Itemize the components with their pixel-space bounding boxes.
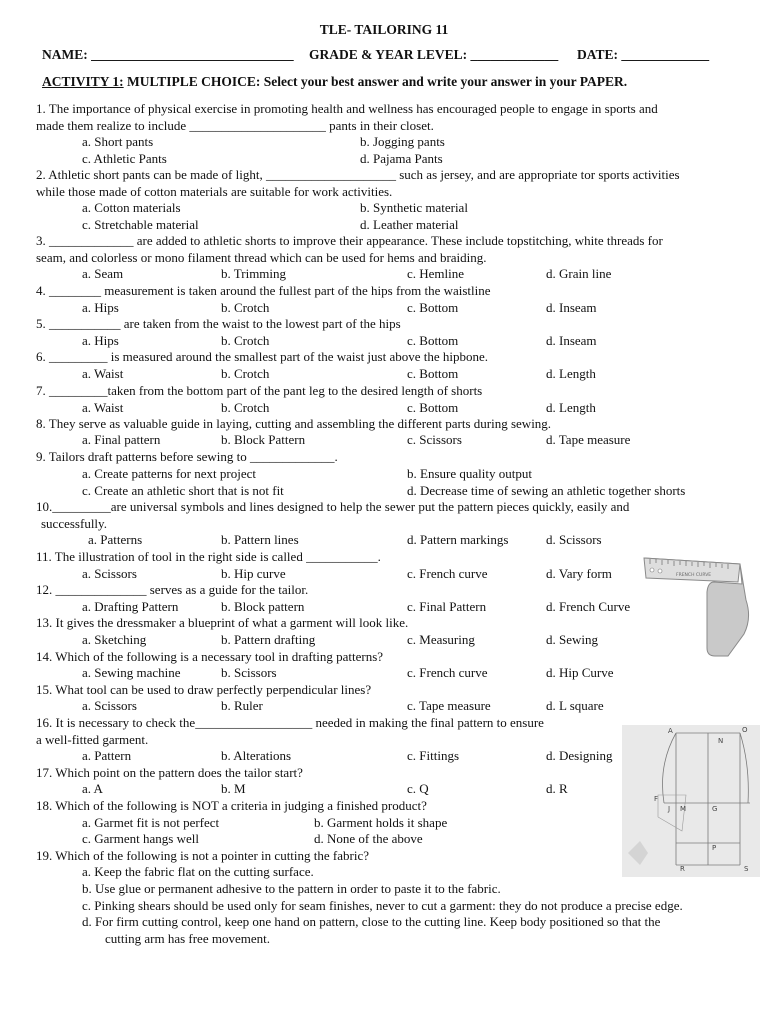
draft-label: M bbox=[680, 805, 687, 813]
answer-choice: d. Decrease time of sewing an athletic together shorts bbox=[407, 483, 686, 498]
question-stem: 8. They serve as valuable guide in laying, cutting and assembling the different parts during sewing. bbox=[36, 416, 552, 431]
question-stem: seam, and colorless or mono filament thread which can be used for hems and braiding. bbox=[36, 250, 487, 265]
pattern-draft-icon bbox=[622, 725, 760, 877]
answer-choice: b. Block Pattern bbox=[221, 432, 306, 447]
question-stem: 3. _____________ are added to athletic shorts to improve their appearance. These include topstitching, white threads for bbox=[36, 233, 663, 248]
answer-choice: d. L square bbox=[546, 698, 604, 713]
answer-choice: b. Jogging pants bbox=[360, 134, 445, 149]
answer-choice: c. Pinking shears should be used only for seam finishes, never to cut a garment: they do not produce a precise edge. bbox=[82, 898, 683, 913]
answer-choice: b. Crotch bbox=[221, 333, 270, 348]
answer-choice: b. Crotch bbox=[221, 400, 270, 415]
answer-choice: a. A bbox=[82, 781, 103, 796]
question-stem: 14. Which of the following is a necessary tool in drafting patterns? bbox=[36, 649, 384, 664]
answer-choice: a. Drafting Pattern bbox=[82, 599, 179, 614]
answer-choice: a. Scissors bbox=[82, 566, 137, 581]
question-stem: 7. _________taken from the bottom part of the pant leg to the desired length of shorts bbox=[36, 383, 483, 398]
answer-choice: d. Inseam bbox=[546, 300, 597, 315]
hip-curve-icon bbox=[640, 548, 752, 660]
answer-choice: d. Inseam bbox=[546, 333, 597, 348]
answer-choice: d. Grain line bbox=[546, 266, 612, 281]
question-stem: while those made of cotton materials are suitable for work activities. bbox=[36, 184, 393, 199]
draft-label: G bbox=[712, 805, 718, 813]
draft-label: N bbox=[718, 737, 724, 745]
answer-choice: c. Bottom bbox=[407, 300, 459, 315]
answer-choice: b. Pattern drafting bbox=[221, 632, 316, 647]
answer-choice: d. Vary form bbox=[546, 566, 612, 581]
answer-choice: c. Stretchable material bbox=[82, 217, 199, 232]
page-title: TLE- TAILORING 11 bbox=[319, 22, 449, 37]
question-stem: 2. Athletic short pants can be made of light, ____________________ such as jersey, and are appropriate tor sports activities bbox=[36, 167, 680, 182]
question-stem: 4. ________ measurement is taken around the fullest part of the hips from the waistline bbox=[36, 283, 491, 298]
answer-choice: c. Q bbox=[407, 781, 429, 796]
answer-choice: d. Designing bbox=[546, 748, 613, 763]
question-stem: 1. The importance of physical exercise in promoting health and wellness has encouraged people to engage in sports and bbox=[36, 101, 658, 116]
answer-choice: b. M bbox=[221, 781, 246, 796]
answer-choice: c. French curve bbox=[407, 665, 488, 680]
answer-choice: b. Scissors bbox=[221, 665, 277, 680]
question-stem: 19. Which of the following is not a pointer in cutting the fabric? bbox=[36, 848, 369, 863]
draft-label: S bbox=[744, 865, 749, 873]
answer-choice: b. Trimming bbox=[221, 266, 287, 281]
answer-choice: d. Pattern markings bbox=[407, 532, 509, 547]
answer-choice: a. Sketching bbox=[82, 632, 147, 647]
answer-choice: b. Hip curve bbox=[221, 566, 286, 581]
answer-choice: c. Create an athletic short that is not fit bbox=[82, 483, 284, 498]
answer-choice: d. For firm cutting control, keep one hand on pattern, close to the cutting line. Keep body positioned so that the bbox=[82, 914, 661, 929]
answer-choice: d. Scissors bbox=[546, 532, 602, 547]
answer-choice: c. Bottom bbox=[407, 366, 459, 381]
question-stem: 5. ___________ are taken from the waist to the lowest part of the hips bbox=[36, 316, 401, 331]
answer-choice: a. Garmet fit is not perfect bbox=[82, 815, 220, 830]
answer-choice: a. Hips bbox=[82, 300, 119, 315]
answer-choice: a. Cotton materials bbox=[82, 200, 181, 215]
draft-label: P bbox=[712, 844, 717, 852]
answer-choice: a. Create patterns for next project bbox=[82, 466, 256, 481]
answer-choice: a. Patterns bbox=[88, 532, 143, 547]
answer-choice: a. Waist bbox=[82, 400, 124, 415]
question-stem: 6. _________ is measured around the smallest part of the waist just above the hipbone. bbox=[36, 349, 489, 364]
answer-choice: b. Alterations bbox=[221, 748, 292, 763]
question-stem: 13. It gives the dressmaker a blueprint of what a garment will look like. bbox=[36, 615, 409, 630]
answer-choice: c. French curve bbox=[407, 566, 488, 581]
draft-label: J bbox=[668, 805, 671, 813]
activity-text: MULTIPLE CHOICE: Select your best answer and write your answer in your PAPER. bbox=[123, 74, 628, 89]
answer-choice: c. Final Pattern bbox=[407, 599, 487, 614]
answer-choice: d. Length bbox=[546, 366, 596, 381]
answer-choice: c. Bottom bbox=[407, 333, 459, 348]
answer-choice: c. Scissors bbox=[407, 432, 462, 447]
draft-label: R bbox=[680, 865, 685, 873]
answer-choice: d. Sewing bbox=[546, 632, 598, 647]
grade-field-label: GRADE & YEAR LEVEL: _____________ bbox=[309, 47, 559, 62]
question-stem: made them realize to include _____________________ pants in their closet. bbox=[36, 118, 434, 133]
activity-label: ACTIVITY 1: bbox=[42, 74, 124, 89]
answer-choice: b. Use glue or permanent adhesive to the pattern in order to paste it to the fabric. bbox=[82, 881, 501, 896]
answer-choice: c. Garment hangs well bbox=[82, 831, 199, 846]
draft-label: A bbox=[668, 727, 673, 735]
answer-choice: a. Sewing machine bbox=[82, 665, 181, 680]
question-stem: 18. Which of the following is NOT a criteria in judging a finished product? bbox=[36, 798, 427, 813]
answer-choice: c. Bottom bbox=[407, 400, 459, 415]
question-stem: 17. Which point on the pattern does the tailor start? bbox=[36, 765, 303, 780]
answer-choice: d. Hip Curve bbox=[546, 665, 614, 680]
answer-choice: b. Pattern lines bbox=[221, 532, 299, 547]
answer-choice: b. Ruler bbox=[221, 698, 263, 713]
answer-choice: c. Tape measure bbox=[407, 698, 491, 713]
ruler-label: FRENCH CURVE bbox=[676, 573, 712, 578]
name-field-label: NAME: ______________________________ bbox=[42, 47, 294, 62]
draft-label: F bbox=[654, 795, 659, 803]
question-stem: a well-fitted garment. bbox=[36, 732, 149, 747]
answer-choice-continuation: cutting arm has free movement. bbox=[105, 931, 270, 946]
answer-choice: b. Ensure quality output bbox=[407, 466, 532, 481]
answer-choice: c. Measuring bbox=[407, 632, 475, 647]
answer-choice: d. French Curve bbox=[546, 599, 631, 614]
answer-choice: d. Tape measure bbox=[546, 432, 631, 447]
activity-instructions bbox=[42, 74, 627, 90]
answer-choice: a. Seam bbox=[82, 266, 124, 281]
answer-choice: d. None of the above bbox=[314, 831, 423, 846]
answer-choice: d. Leather material bbox=[360, 217, 459, 232]
answer-choice: d. Length bbox=[546, 400, 596, 415]
question-stem: 9. Tailors draft patterns before sewing to _____________. bbox=[36, 449, 338, 464]
question-stem: 16. It is necessary to check the__________________ needed in making the final pattern to ensure bbox=[36, 715, 544, 730]
draft-label: O bbox=[742, 726, 748, 734]
question-stem: 15. What tool can be used to draw perfectly perpendicular lines? bbox=[36, 682, 372, 697]
answer-choice: d. R bbox=[546, 781, 568, 796]
answer-choice: c. Athletic Pants bbox=[82, 151, 167, 166]
answer-choice: a. Final pattern bbox=[82, 432, 161, 447]
answer-choice: a. Hips bbox=[82, 333, 119, 348]
answer-choice: a. Pattern bbox=[82, 748, 132, 763]
answer-choice: b. Block pattern bbox=[221, 599, 305, 614]
answer-choice: b. Crotch bbox=[221, 366, 270, 381]
answer-choice: b. Synthetic material bbox=[360, 200, 468, 215]
date-field-label: DATE: _____________ bbox=[577, 47, 710, 62]
answer-choice: b. Crotch bbox=[221, 300, 270, 315]
answer-choice: a. Waist bbox=[82, 366, 124, 381]
question-stem: 12. ______________ serves as a guide for the tailor. bbox=[36, 582, 309, 597]
question-stem: 10._________are universal symbols and lines designed to help the sewer put the pattern pieces quickly, easily and bbox=[36, 499, 630, 514]
answer-choice: a. Keep the fabric flat on the cutting surface. bbox=[82, 864, 314, 879]
question-stem: 11. The illustration of tool in the right side is called ___________. bbox=[36, 549, 381, 564]
answer-choice: c. Fittings bbox=[407, 748, 460, 763]
answer-choice: a. Short pants bbox=[82, 134, 154, 149]
answer-choice: a. Scissors bbox=[82, 698, 137, 713]
answer-choice: b. Garment holds it shape bbox=[314, 815, 448, 830]
answer-choice: d. Pajama Pants bbox=[360, 151, 443, 166]
question-stem: successfully. bbox=[41, 516, 107, 531]
answer-choice: c. Hemline bbox=[407, 266, 465, 281]
